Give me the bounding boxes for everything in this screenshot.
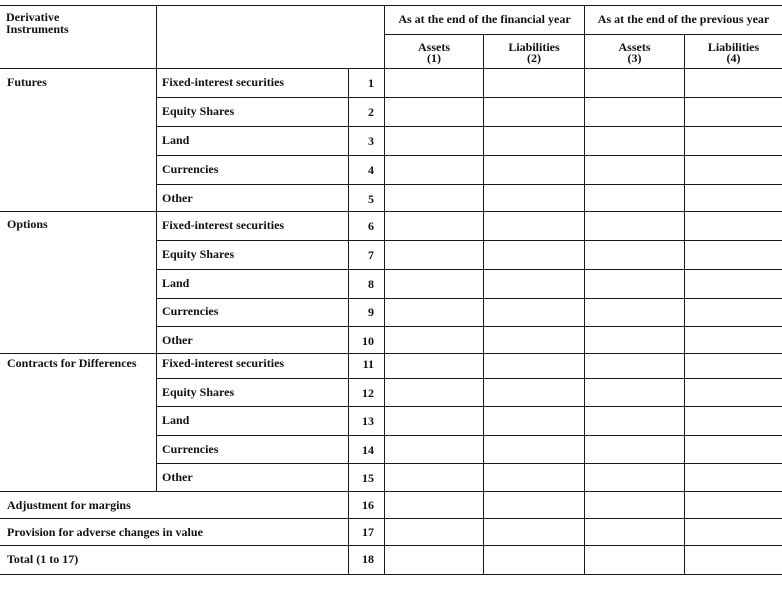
row-number: 1 (368, 76, 374, 90)
derivative-instruments-heading (6, 11, 69, 35)
current-year-heading: As at the end of the financial year (398, 12, 571, 26)
rule-row (157, 269, 782, 270)
row-number: 11 (362, 357, 374, 371)
rule-summary (0, 545, 782, 546)
row-label: Currencies (162, 162, 219, 176)
rule-group (0, 211, 782, 212)
row-number: 6 (368, 219, 374, 233)
row-number: 15 (362, 471, 374, 485)
rule-row (157, 463, 782, 464)
row-number: 14 (362, 443, 374, 457)
column-header-4 (685, 42, 782, 64)
row-number: 9 (368, 305, 374, 319)
row-label: Equity Shares (162, 104, 235, 118)
column-header-2 (484, 42, 584, 64)
heading-line-1: Derivative (6, 10, 60, 24)
group-label-contracts-for-differences: Contracts for Differences (7, 356, 137, 370)
rule-group (0, 491, 782, 492)
column-label: Assets (418, 40, 450, 54)
rule-row (157, 435, 782, 436)
row-label: Equity Shares (162, 385, 235, 399)
row-label: Other (162, 470, 193, 484)
column-number: (3) (627, 51, 642, 65)
row-number: 10 (362, 334, 374, 348)
group-label-futures: Futures (7, 75, 47, 89)
row-label: Fixed-interest securities (162, 75, 285, 89)
summary-label-provision: Provision for adverse changes in value (7, 525, 203, 539)
rule-row (157, 126, 782, 127)
rule-row (157, 326, 782, 327)
rule-header-bottom (0, 68, 782, 69)
column-number: (2) (527, 51, 541, 65)
rule-top (0, 5, 782, 6)
heading-line-2: Instruments (6, 22, 69, 36)
row-number: 3 (368, 134, 374, 148)
row-label: Currencies (162, 304, 219, 318)
row-number: 8 (368, 277, 374, 291)
summary-label-adjustment-for-margins: Adjustment for margins (7, 498, 131, 512)
rule-row (157, 97, 782, 98)
rule-column-divider (483, 34, 484, 574)
row-number: 4 (368, 163, 374, 177)
row-label: Fixed-interest securities (162, 356, 285, 370)
row-number: 2 (368, 105, 374, 119)
column-header-1 (385, 42, 483, 64)
rule-row (157, 378, 782, 379)
rule-row (157, 184, 782, 185)
rule-row (157, 155, 782, 156)
column-header-3 (585, 42, 684, 64)
summary-number: 18 (362, 552, 374, 566)
column-label: Liabilities (508, 40, 560, 54)
summary-label-total: Total (1 to 17) (7, 552, 79, 566)
row-label: Land (162, 133, 190, 147)
row-number: 12 (362, 386, 374, 400)
rule-summary (0, 518, 782, 519)
rule-group (0, 353, 782, 354)
column-label: Liabilities (707, 40, 760, 54)
row-label: Other (162, 191, 193, 205)
summary-number: 17 (362, 525, 374, 539)
previous-year-heading: As at the end of the previous year (597, 12, 770, 26)
row-number: 5 (368, 192, 374, 206)
rule-year-divider (584, 5, 585, 574)
rule-column-divider (684, 34, 685, 574)
rule-row (157, 298, 782, 299)
row-number: 13 (362, 414, 374, 428)
rule-bottom (0, 574, 782, 575)
group-label-options: Options (7, 217, 48, 231)
rule-values-divider (384, 5, 385, 574)
rule-label-divider (156, 5, 157, 491)
rule-row (157, 240, 782, 241)
row-label: Fixed-interest securities (162, 218, 285, 232)
column-label: Assets (618, 40, 651, 54)
column-number: (4) (726, 51, 741, 65)
row-number: 7 (368, 248, 374, 262)
row-label: Currencies (162, 442, 219, 456)
row-label: Land (162, 413, 190, 427)
summary-number: 16 (362, 498, 374, 512)
row-label: Other (162, 333, 193, 347)
column-number: (1) (427, 51, 441, 65)
row-label: Equity Shares (162, 247, 235, 261)
row-label: Land (162, 276, 190, 290)
rule-row (157, 406, 782, 407)
